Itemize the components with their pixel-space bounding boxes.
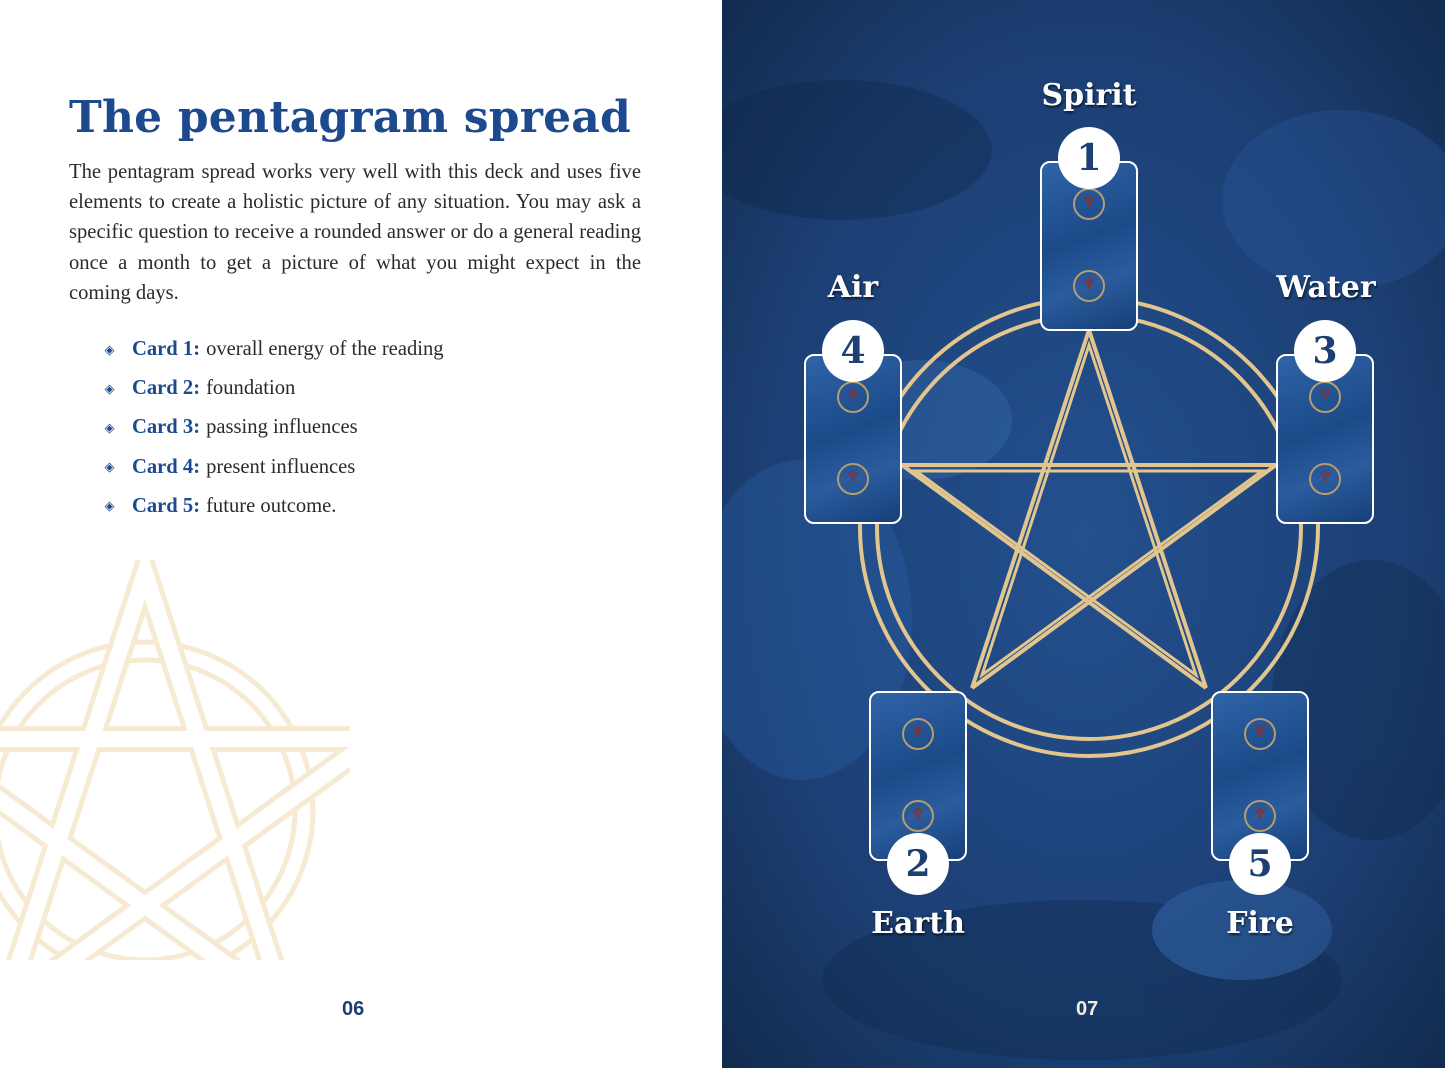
list-item [102, 330, 444, 369]
list-item [102, 487, 444, 526]
element-label-air: Air [827, 270, 879, 305]
card-sigil-icon [1073, 270, 1105, 302]
card-sigil-icon [837, 381, 869, 413]
right-page [722, 0, 1445, 1068]
card-label: Card 3: [132, 416, 201, 439]
diamond-bullet-icon: ◈ [104, 419, 115, 435]
card-label: Card 5: [132, 494, 201, 517]
element-label-earth: Earth [871, 906, 965, 941]
page-title: The pentagram spread [69, 92, 631, 143]
position-badge-2: 2 [887, 833, 949, 895]
position-badge-5: 5 [1229, 833, 1291, 895]
page-number: 06 [342, 998, 365, 1020]
card-sigil-icon [1309, 463, 1341, 495]
card-sigil-icon [1073, 188, 1105, 220]
card-meaning: passing influences [206, 416, 358, 439]
card-sigil-icon [902, 718, 934, 750]
diamond-bullet-icon: ◈ [104, 380, 115, 396]
card-meaning: overall energy of the reading [206, 338, 444, 361]
diamond-bullet-icon: ◈ [104, 459, 115, 475]
card-meaning: foundation [206, 377, 296, 400]
position-badge-3: 3 [1294, 320, 1356, 382]
left-page [0, 0, 722, 1068]
card-label: Card 2: [132, 377, 201, 400]
list-item [102, 369, 444, 408]
card-list [102, 330, 444, 526]
card-label: Card 4: [132, 455, 201, 478]
card-meaning: future outcome. [206, 494, 337, 517]
list-item [102, 448, 444, 487]
card-meaning: present influences [206, 455, 356, 478]
list-item [102, 408, 444, 447]
card-sigil-icon [837, 463, 869, 495]
diamond-bullet-icon: ◈ [104, 341, 115, 357]
page-number: 07 [1076, 998, 1099, 1020]
card-sigil-icon [1244, 718, 1276, 750]
card-sigil-icon [1309, 381, 1341, 413]
card-label: Card 1: [132, 338, 201, 361]
card-sigil-icon [902, 800, 934, 832]
card-sigil-icon [1244, 800, 1276, 832]
position-badge-4: 4 [822, 320, 884, 382]
pentagram-icon [0, 560, 350, 960]
intro-paragraph: The pentagram spread works very well with this deck and uses five elements to create a holistic picture of any situation. You may ask a specific question to receive a rounded answer or do a general reading once a month to get a picture of what you might expect in the coming days. [69, 161, 641, 304]
element-label-fire: Fire [1226, 906, 1294, 941]
diamond-bullet-icon: ◈ [104, 498, 115, 514]
element-label-spirit: Spirit [1041, 78, 1137, 113]
element-label-water: Water [1276, 270, 1376, 305]
position-badge-1: 1 [1058, 127, 1120, 189]
